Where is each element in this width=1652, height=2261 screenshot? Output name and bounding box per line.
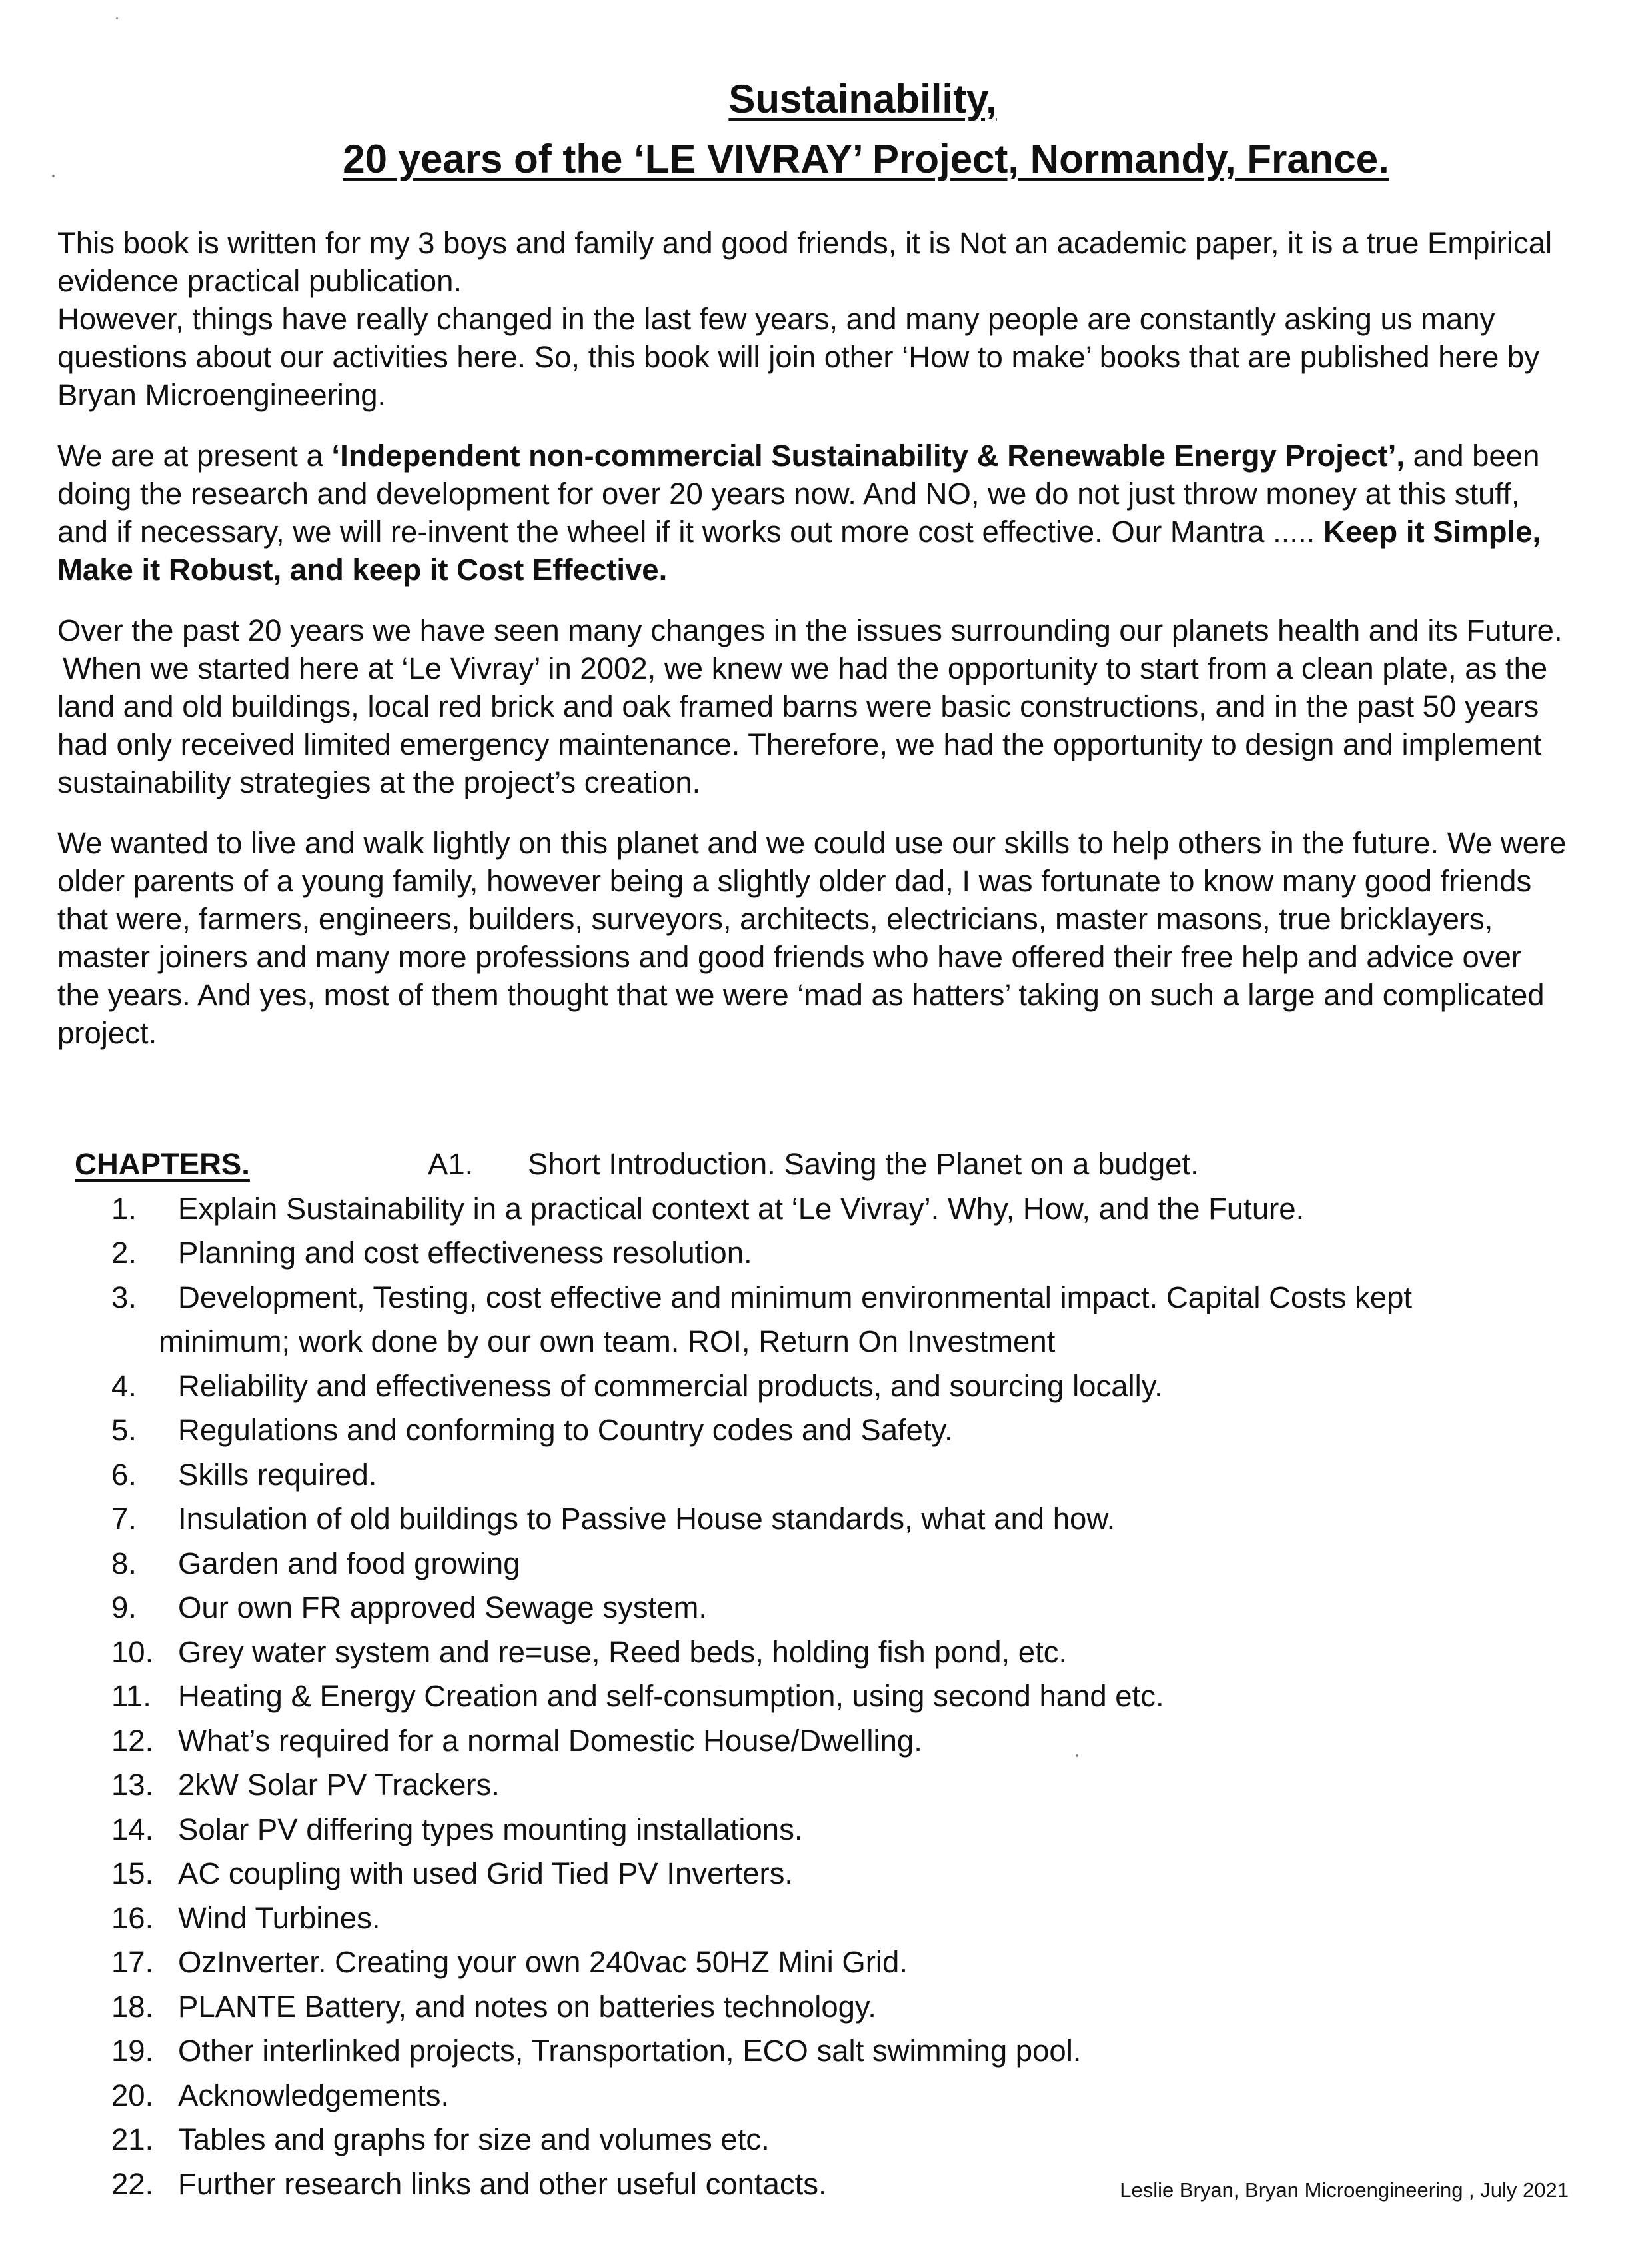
chapter-title: Heating & Energy Creation and self-consumption, using second hand etc. (178, 1679, 1164, 1713)
chapter-item (75, 1719, 1581, 1764)
chapter-item (75, 2118, 1581, 2162)
chapter-a1-text: Short Introduction. Saving the Planet on a budget. (528, 1147, 1199, 1181)
chapter-title: Development, Testing, cost effective and minimum environmental impact. Capital Costs kept (178, 1280, 1413, 1314)
chapter-title: Insulation of old buildings to Passive House standards, what and how. (178, 1502, 1116, 1536)
chapter-item (75, 2074, 1581, 2118)
paragraph-project-mid: and been doing the research and development for over 20 years now. And NO, we do not just throw money at this stuff, and if necessary, we will re-invent the wheel if it works out more cost effective. Our Mantra ..... (57, 439, 1540, 549)
chapter-item (75, 1630, 1581, 1675)
chapter-number: 4. (111, 1368, 137, 1403)
paragraph-history (57, 611, 1570, 801)
chapter-title: Skills required. (178, 1457, 377, 1492)
paragraph-intro-text-2: However, things have really changed in the last few years, and many people are constantly asking us many questions about our activities here. So, this book will join other ‘How to make’ books that are published here by Bryan Microengineering. (57, 302, 1539, 412)
paragraph-friends (57, 824, 1570, 1052)
document-title (0, 69, 1652, 189)
chapter-number: 15. (111, 1856, 154, 1890)
chapter-item (75, 1497, 1581, 1542)
chapter-number: 19. (111, 2034, 154, 2068)
chapter-number: 2. (111, 1236, 137, 1270)
chapter-item (75, 1852, 1581, 1896)
chapter-item (75, 1276, 1581, 1320)
chapter-item (75, 1940, 1581, 1985)
chapter-number: 16. (111, 1900, 154, 1935)
chapter-number: 3. (111, 1280, 137, 1314)
paragraph-history-text-2: When we started here at ‘Le Vivray’ in 2002, we knew we had the opportunity to start from a clean plate, as the land and old buildings, local red brick and oak framed barns were basic constructions, and in the past 50 years had only received limited emergency maintenance. Therefore, we had the opportunity to design and implement sustainability strategies at the project’s creation. (57, 651, 1548, 799)
paragraph-intro (57, 224, 1570, 414)
chapter-number: 21. (111, 2122, 154, 2156)
chapter-title: Acknowledgements. (178, 2078, 450, 2112)
chapter-title: 2kW Solar PV Trackers. (178, 1768, 500, 1802)
scan-speck (116, 17, 118, 19)
chapter-number: 5. (111, 1413, 137, 1447)
scan-speck (52, 175, 55, 177)
chapters-section (75, 1142, 1581, 2206)
paragraph-intro-text: This book is written for my 3 boys and family and good friends, it is Not an academic paper, it is a true Empirical evidence practical publication. (57, 226, 1553, 298)
chapter-title: Other interlinked projects, Transportation, ECO salt swimming pool. (178, 2034, 1082, 2068)
body-text (57, 224, 1570, 1075)
chapter-number: 13. (111, 1768, 154, 1802)
paragraph-project-pre: We are at present a (57, 439, 332, 473)
chapter-title: AC coupling with used Grid Tied PV Inverters. (178, 1856, 794, 1890)
chapter-title: Tables and graphs for size and volumes etc. (178, 2122, 770, 2156)
chapter-item (75, 1453, 1581, 1498)
chapter-number: 1. (111, 1191, 137, 1226)
chapter-title: PLANTE Battery, and notes on batteries technology. (178, 1989, 876, 2024)
chapter-title: Our own FR approved Sewage system. (178, 1590, 708, 1624)
chapter-title: Reliability and effectiveness of commercial products, and sourcing locally. (178, 1368, 1163, 1403)
chapter-number: 18. (111, 1989, 154, 2024)
title-line-1: Sustainability, (728, 77, 997, 121)
chapter-title: Explain Sustainability in a practical context at ‘Le Vivray’. Why, How, and the Future. (178, 1191, 1305, 1226)
paragraph-project-bold-2: Keep it Simple, Make it Robust, and keep it Cost Effective. (57, 515, 1541, 587)
chapters-header (75, 1142, 1581, 1187)
chapter-title: Further research links and other useful contacts. (178, 2166, 827, 2201)
chapter-number: 22. (111, 2166, 154, 2201)
chapter-number: 17. (111, 1945, 154, 1979)
chapter-item (75, 1187, 1581, 1232)
chapter-item (75, 1985, 1581, 2030)
paragraph-project-bold-1: ‘Independent non-commercial Sustainability & Renewable Energy Project’, (331, 439, 1405, 473)
chapters-label: CHAPTERS. (75, 1147, 250, 1181)
chapter-number: 7. (111, 1502, 137, 1536)
chapter-item (75, 1231, 1581, 1276)
chapter-number: 11. (111, 1679, 151, 1713)
chapters-list (75, 1187, 1581, 2207)
chapter-number: 10. (111, 1634, 154, 1669)
chapter-title: Regulations and conforming to Country codes and Safety. (178, 1413, 953, 1447)
paragraph-friends-text: We wanted to live and walk lightly on this planet and we could use our skills to help others in the future. We were older parents of a young family, however being a slightly older dad, I was fortunate to know many good friends that were, farmers, engineers, builders, surveyors, architects, electricians, master masons, true bricklayers, master joiners and many more professions and good friends who have offered their free help and advice over the years. And yes, most of them thought that we were ‘mad as hatters’ taking on such a large and complicated project. (57, 826, 1567, 1050)
chapter-number: 20. (111, 2078, 154, 2112)
chapter-item (75, 1896, 1581, 1941)
scan-speck (1076, 1754, 1078, 1757)
chapter-item (75, 1542, 1581, 1586)
chapter-title: Garden and food growing (178, 1546, 520, 1580)
author-signature: Leslie Bryan, Bryan Microengineering , July 2021 (1120, 2178, 1569, 2202)
chapter-item (75, 1364, 1581, 1409)
paragraph-project (57, 437, 1570, 589)
chapter-item (75, 1408, 1581, 1453)
chapter-item (75, 1763, 1581, 1808)
chapter-title: Grey water system and re=use, Reed beds, holding fish pond, etc. (178, 1634, 1068, 1669)
title-line-2: 20 years of the ‘LE VIVRAY’ Project, Normandy, France. (343, 137, 1389, 181)
chapter-item (75, 1586, 1581, 1630)
chapter-title: OzInverter. Creating your own 240vac 50HZ Mini Grid. (178, 1945, 908, 1979)
chapter-number: 6. (111, 1457, 137, 1492)
chapter-number: 8. (111, 1546, 137, 1580)
chapter-number: 12. (111, 1723, 154, 1758)
chapter-title: Solar PV differing types mounting installations. (178, 1812, 803, 1846)
chapter-item (75, 1808, 1581, 1852)
chapter-number: 14. (111, 1812, 154, 1846)
chapter-item (75, 1674, 1581, 1719)
chapter-title: Planning and cost effectiveness resolution. (178, 1236, 752, 1270)
chapter-number: 9. (111, 1590, 137, 1624)
chapter-title-continuation: minimum; work done by our own team. ROI, Return On Investment (159, 1324, 1056, 1358)
chapter-a1-number: A1. (428, 1147, 474, 1181)
chapter-title: What’s required for a normal Domestic House/Dwelling. (178, 1723, 922, 1758)
chapter-item (75, 2029, 1581, 2074)
chapter-title: Wind Turbines. (178, 1900, 381, 1935)
paragraph-history-text: Over the past 20 years we have seen many changes in the issues surrounding our planets health and its Future. (57, 613, 1563, 647)
